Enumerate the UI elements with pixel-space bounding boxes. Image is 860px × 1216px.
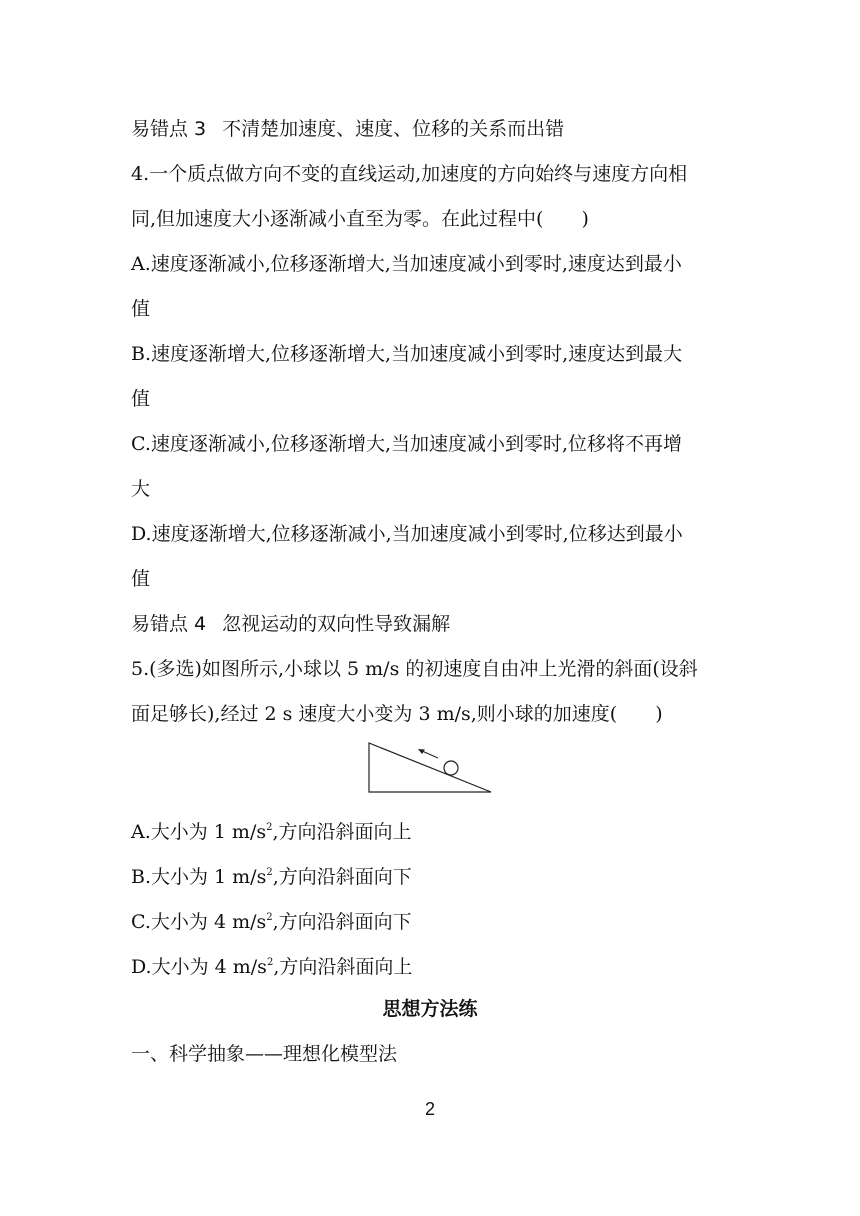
error-point-4-heading [131, 611, 450, 637]
section-subtitle: 一、科学抽象——理想化模型法 [131, 1043, 398, 1065]
error-point-title: 不清楚加速度、速度、位移的关系而出错 [222, 118, 565, 140]
question-4-option-a-cont: 值 [131, 298, 151, 320]
error-point-tag: 易错点 3 [131, 118, 207, 140]
question-4-option-a: A.速度逐渐减小,位移逐渐增大,当加速度减小到零时,速度达到最小 [131, 253, 682, 275]
question-5-option-c: C.大小为 4 $m/s^2$,方向沿斜面向下 [131, 911, 412, 933]
question-5-option-b: B.大小为 1 $m/s^2$,方向沿斜面向下 [131, 866, 412, 888]
incline-figure [364, 740, 496, 796]
question-4-stem-line-2: 同,但加速度大小逐渐减小直至为零。在此过程中( ) [131, 208, 589, 230]
question-4-option-b-cont: 值 [131, 388, 151, 410]
question-4-option-b: B.速度逐渐增大,位移逐渐增大,当加速度减小到零时,速度达到最大 [131, 343, 683, 365]
velocity-arrow-shaft [422, 751, 438, 758]
question-5-option-a: A.大小为 1 $m/s^2$,方向沿斜面向上 [131, 821, 412, 843]
question-4-option-c: C.速度逐渐减小,位移逐渐增大,当加速度减小到零时,位移将不再增 [131, 433, 683, 455]
question-4-option-c-cont: 大 [131, 478, 151, 500]
error-point-tag: 易错点 4 [131, 613, 207, 635]
error-point-3-heading [131, 116, 564, 142]
question-4-stem-line-1: 4.一个质点做方向不变的直线运动,加速度的方向始终与速度方向相 [131, 163, 688, 185]
question-4-option-d-cont: 值 [131, 568, 151, 590]
error-point-title: 忽视运动的双向性导致漏解 [222, 613, 451, 635]
question-5-stem-line-2: 面足够长),经过 2 s 速度大小变为 3 m/s,则小球的加速度( ) [131, 703, 663, 725]
question-5-stem-line-1: 5.(多选)如图所示,小球以 5 m/s 的初速度自由冲上光滑的斜面(设斜 [131, 658, 698, 680]
question-4-option-d: D.速度逐渐增大,位移逐渐减小,当加速度减小到零时,位移达到最小 [131, 523, 683, 545]
ball [444, 761, 458, 775]
section-title: 思想方法练 [382, 998, 478, 1020]
incline-triangle [369, 743, 491, 792]
page-number: 2 [424, 1099, 435, 1119]
question-5-option-d: D.大小为 4 $m/s^2$,方向沿斜面向上 [131, 956, 413, 978]
